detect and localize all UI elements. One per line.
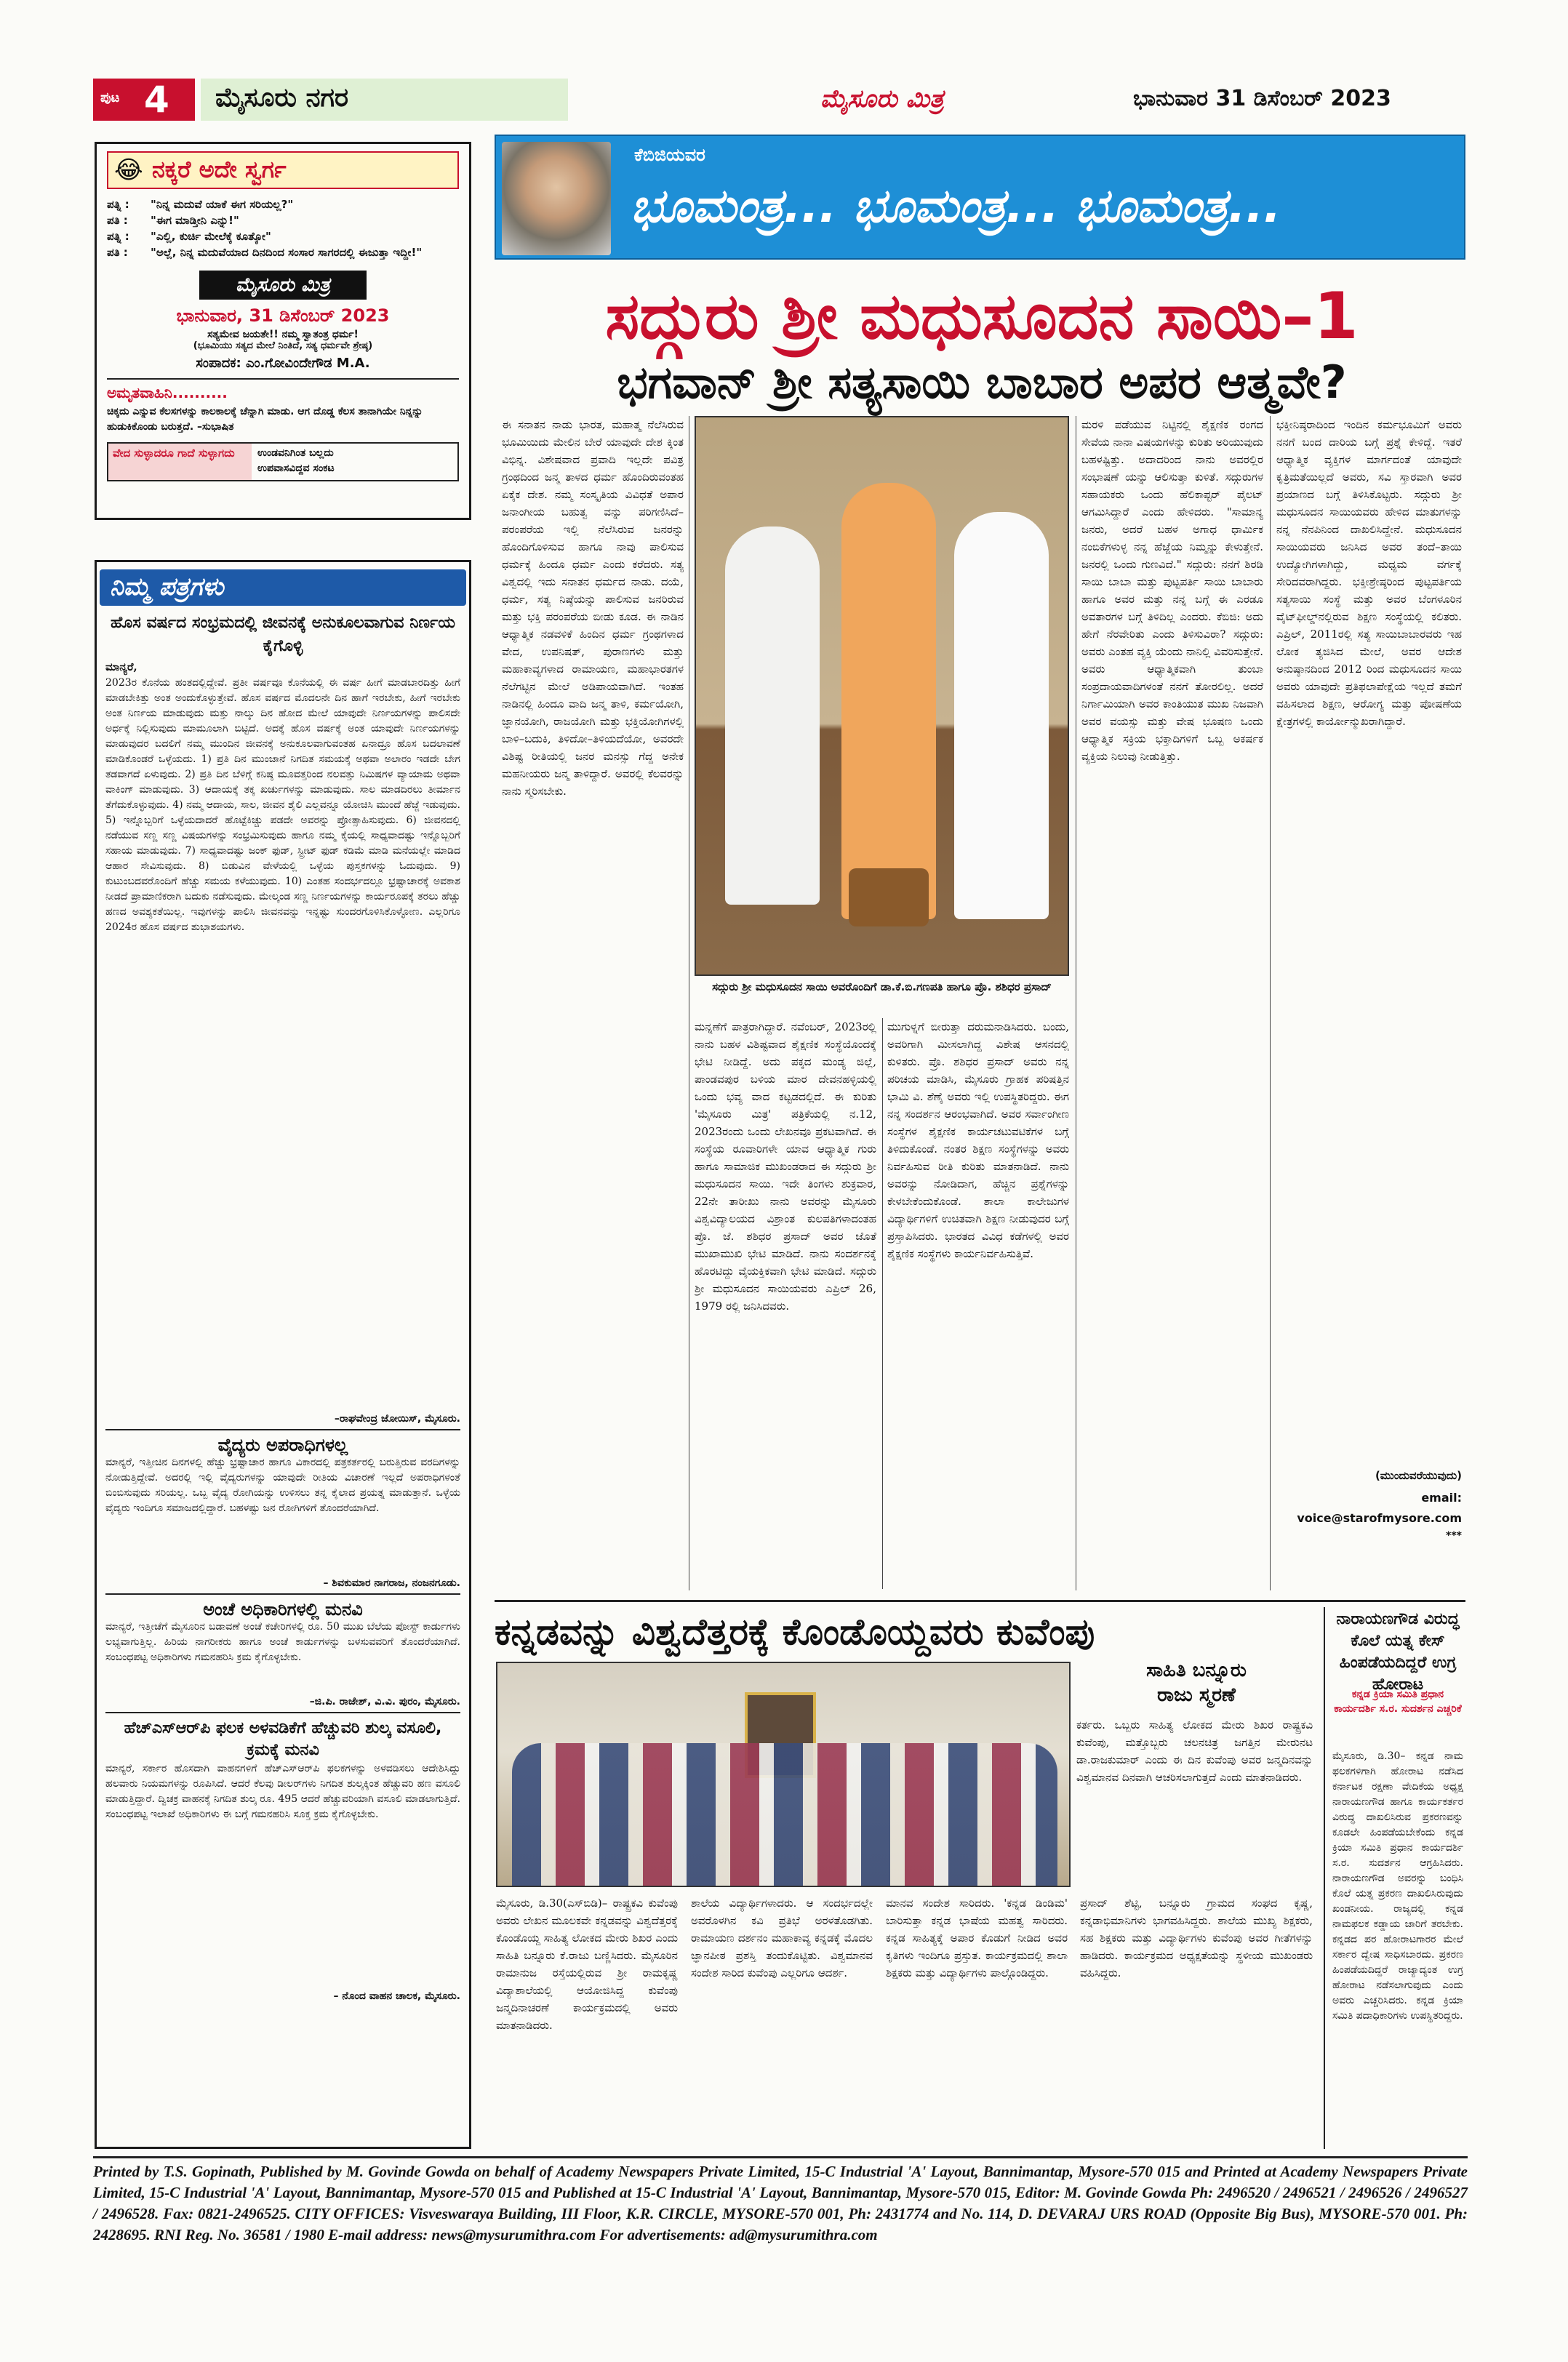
person-left [725,527,820,905]
column-banner [495,135,1465,260]
columnist-photo [502,142,611,255]
main-subheadline: ಭಗವಾನ್ ಶ್ರೀ ಸತ್ಯಸಾಯಿ ಬಾಬಾರ ಅಪರ ಆತ್ಮವೇ? [617,356,1347,409]
column-title: ಭೂಮಂತ್ರ... ಭೂಮಂತ್ರ... ಭೂಮಂತ್ರ... [631,180,1281,233]
kuvempu-photo [496,1662,1071,1887]
section-title: ಮೈಸೂರು ನಗರ [201,79,568,121]
page-label: ಪುಟ [100,90,120,105]
kuvempu-headline: ಕನ್ನಡವನ್ನು ವಿಶ್ವದೆತ್ತರಕ್ಕೆ ಕೊಂಡೊಯ್ದವರು ಕುವೆಂಪು [495,1611,1095,1653]
imprint-footer: Printed by T.S. Gopinath, Published by M. Govinde Gowda on behalf of Academy Newspapers Private Limited, 15-C Industrial 'A' Layout, Bannimantap, Mysore-570 015 and Printed at Academy Newspapers Private Limited, 15-C Industrial 'A' Layout, Bannimantap, Mysore-570 015 and Published at 15-C Industrial 'A' Layout, Bannimantap, Mysore-570 015, Editor: M. Govinde Gowda Ph: 2496520 / 2496521 / 2496526 / 2496527 / 2496528. Fax: 0821-2496525. CITY OFFICES: Visveswaraya Building, III Floor, K.R. CIRCLE, MYSORE-570 001, Ph: 2431774 and No. 114, D. DEVARAJ URS ROAD (Opposite Big Bus), MYSORE-570 001. Ph: 2428695. RNI Reg. No. 36581 / 1980 E-mail address: news@mysurumithra.com For advertisements: ad@mysurumithra.com [93,2163,1468,2243]
joke-line: ಪತ್ನಿ : "ಎಲ್ಲಿ, ಕುರ್ಚಿ ಮೇಲೆಕ್ಕೆ ಕೂತ್ಕೋ" [107,230,271,243]
cushion [849,868,929,926]
article-col-3: ಮುಗುಳ್ನಗೆ ಬೀರುತ್ತಾ ದರುಮನಾಡಿಸಿದರು. ಬಂದು, ಅವರಿಗಾಗಿ ಮೀಸಲಾಗಿದ್ದ ವಿಶೇಷ ಆಸನದಲ್ಲಿ ಕುಳಿತರು. ಪ್ರೊ. ಶಶಿಧರ ಪ್ರಸಾದ್ ಅವರು ನನ್ನ ಪರಿಚಯ ಮಾಡಿಸಿ, ಮೈಸೂರು ಗ್ರಾಹಕ ಪರಿಷತ್ತಿನ ಭಾಮಿ ವಿ. ಶೆಣೈ ಅವರು ಇಲ್ಲಿ ಉಪಸ್ಥಿತರಿದ್ದರು. ಈಗ ನನ್ನ ಸಂದರ್ಶನ ಆರಂಭವಾಗಿದೆ. ಅವರ ಸರ್ವಾಂಗೀಣ ಸಂಸ್ಥೆಗಳ ಶೈಕ್ಷಣಿಕ ಕಾರ್ಯಚಟುವಟಿಕೆಗಳ ಬಗ್ಗೆ ತಿಳಿದುಕೊಂಡೆ. ನಂತರ ಶಿಕ್ಷಣ ಸಂಸ್ಥೆಗಳನ್ನು ಅವರು ನಿರ್ವಹಿಸುವ ರೀತಿ ಕುರಿತು ಮಾತನಾಡಿದೆ. ನಾನು ಅವರನ್ನು ನೋಡಿದಾಗ, ಹೆಚ್ಚಿನ ಪ್ರಶ್ನೆಗಳನ್ನು ಕೇಳಬೇಕೆಂದುಕೊಂಡೆ. ಶಾಲಾ ಕಾಲೇಜುಗಳ ವಿದ್ಯಾರ್ಥಿಗಳಿಗೆ ಉಚಿತವಾಗಿ ಶಿಕ್ಷಣ ನೀಡುವುದರ ಬಗ್ಗೆ ಪ್ರಸ್ತಾಪಿಸಿದರು. ಭಾರತದ ವಿವಿಧ ಕಡೆಗಳಲ್ಲಿ ಅವರ ಶೈಕ್ಷಣಿಕ ಸಂಸ್ಥೆಗಳು ಕಾರ್ಯನಿರ್ವಹಿಸುತ್ತಿವೆ. [887,1020,1069,1260]
letter1-title: ಹೊಸ ವರ್ಷದ ಸಂಭ್ರಮದಲ್ಲಿ ಜೀವನಕ್ಕೆ ಅನುಕೂಲವಾಗುವ ನಿರ್ಣಯ ಕೈಗೊಳ್ಳಿ [111,614,455,655]
kuvempu-col-1: ಮೈಸೂರು, ಡಿ.30(ಎಸ್‌ಬಿಡಿ)– ರಾಷ್ಟ್ರಕವಿ ಕುವೆಂಪು ಅವರು ಲೇಖನ ಮೂಲಕವೇ ಕನ್ನಡವನ್ನು ವಿಶ್ವದೆತ್ತರಕ್ಕೆ ಕೊಂಡೊಯ್ದ ಸಾಹಿತ್ಯ ಲೋಕದ ಮೇರು ಶಿಖರ ಎಂದು ಸಾಹಿತಿ ಬನ್ನೂರು ಕೆ.ರಾಜು ಬಣ್ಣಿಸಿದರು. ಮೈಸೂರಿನ ರಾಮಾನುಜ ರಸ್ತೆಯಲ್ಲಿರುವ ಶ್ರೀ ರಾಮಕೃಷ್ಣ ವಿದ್ಯಾಶಾಲೆಯಲ್ಲಿ ಆಯೋಜಿಸಿದ್ದ ಕುವೆಂಪು ಜನ್ಮದಿನಾಚರಣೆ ಕಾರ್ಯಕ್ರಮದಲ್ಲಿ ಅವರು ಮಾತನಾಡಿದರು. [496,1897,678,2032]
kuvempu-col-2: ಶಾಲೆಯ ವಿದ್ಯಾರ್ಥಿಗಳಾದರು. ಆ ಸಂದರ್ಭದಲ್ಲೇ ಅವರೊಳಗಿನ ಕವಿ ಪ್ರತಿಭೆ ಅರಳತೊಡಗಿತು. ರಾಮಾಯಣ ದರ್ಶನಂ ಮಹಾಕಾವ್ಯ ಕನ್ನಡಕ್ಕೆ ಮೊದಲ ಜ್ಞಾನಪೀಠ ಪ್ರಶಸ್ತಿ ತಂದುಕೊಟ್ಟಿತು. ವಿಶ್ವಮಾನವ ಸಂದೇಶ ಸಾರಿದ ಕುವೆಂಪು ಎಲ್ಲರಿಗೂ ಆದರ್ಶ. [691,1897,873,1979]
letter2-sign: – ಶಿವಕುಮಾರ ನಾಗರಾಜ, ನಂಜನಗೂಡು. [323,1577,460,1589]
letter4-body: ಮಾನ್ಯರೆ, ಸರ್ಕಾರ ಹೊಸದಾಗಿ ವಾಹನಗಳಿಗೆ ಹೆಚ್‌ಎಸ್‌ಆರ್‌ಪಿ ಫಲಕಗಳನ್ನು ಅಳವಡಿಸಲು ಆದೇಶಿಸಿದ್ದು ಹಲವಾರು ನಿಯಮಗಳನ್ನು ರೂಪಿಸಿದೆ. ಆದರೆ ಕೆಲವು ಡೀಲರ್‌ಗಳು ನಿಗದಿತ ಶುಲ್ಕಕ್ಕಿಂತ ಹೆಚ್ಚುವರಿ ಹಣ ವಸೂಲಿ ಮಾಡುತ್ತಿದ್ದಾರೆ. ದ್ವಿಚಕ್ರ ವಾಹನಕ್ಕೆ ನಿಗದಿತ ಶುಲ್ಕ ರೂ. 495 ಆದರೆ ಹೆಚ್ಚುವರಿಯಾಗಿ ವಸೂಲಿ ಮಾಡಲಾಗುತ್ತಿದೆ. ಸಂಬಂಧಪಟ್ಟ ಇಲಾಖೆ ಅಧಿಕಾರಿಗಳು ಈ ಬಗ್ಗೆ ಗಮನಹರಿಸಿ ಸೂಕ್ತ ಕ್ರಮ ಕೈಗೊಳ್ಳಬೇಕು. [105,1763,460,1820]
joke-line: ಪತಿ : "ಈಗ ಮಾಡ್ತೀನಿ ಎನ್ನು!" [107,214,239,227]
column-kicker: ಕೆಬಿಜಿಯವರ [634,145,705,165]
laughing-face-icon: 😂 [114,156,143,185]
article-col-1: ಈ ಸನಾತನ ನಾಡು ಭಾರತ, ಮಹಾತ್ಮ ನೆಲೆಸಿರುವ ಭೂಮಿಯಿದು ಮೇಲಿನ ಬೇರೆ ಯಾವುದೇ ದೇಶ ಕ್ಕಿಂತ ವಿಭಿನ್ನ. ವಿಶೇಷವಾದ ಪ್ರವಾದಿ ಇಲ್ಲದೇ ಪವಿತ್ರ ಗ್ರಂಥದಿಂದ ಜನ್ಮ ತಾಳದ ಧರ್ಮ ಹೊಂದಿರುವಂತಹ ಏಕೈಕ ದೇಶ. ನಮ್ಮ ಸಂಸ್ಕೃತಿಯ ವಿವಿಧತೆ ಅಪಾರ ಜನಾಂಗೀಯ ಬಹುತ್ವ ವನ್ನು ಪರಿಗಣಿಸಿದೆ–ಪರಂಪರೆಯ ಇಲ್ಲಿ ನೆಲೆಸಿರುವ ಜನರನ್ನು ಹೊಂದಿಗೊಳಿಸುವ ಹಾಗೂ ನಾವು ಪಾಲಿಸುವ ಧರ್ಮಕ್ಕೆ ಹಿಂದೂ ಧರ್ಮ ಎಂದು ಕರೆದರು. ಸತ್ಯ ವಿಶ್ವದಲ್ಲಿ ಇದು ಸನಾತನ ಧರ್ಮದ ನಾಡು. ದಯೆ, ಧರ್ಮ, ಸತ್ಯ ನಿಷ್ಠೆಯನ್ನು ಪಾಲಿಸುವ ಜನರಿರುವ ಮತ್ತು ಭಕ್ತಿ ಪರಂಪರೆಯ ಬೀಡು ಕೂಡ. ಈ ನಾಡಿನ ಆಧ್ಯಾತ್ಮಿಕ ನಡವಳಿಕೆ ಹಿಂದಿನ ಧರ್ಮ ಗ್ರಂಥಗಳಾದ ವೇದ, ಉಪನಿಷತ್, ಪುರಾಣಗಳು ಮತ್ತು ಮಹಾಕಾವ್ಯಗಳಾದ ರಾಮಾಯಣ, ಮಹಾಭಾರತಗಳ ನೆಲೆಗಟ್ಟಿನ ಮೇಲೆ ಅಡಿಪಾಯವಾಗಿದೆ. ಇಂತಹ ನಾಡಿನಲ್ಲಿ ಹಿಂದೂ ವಾದಿ ಜನ್ಮ ತಾಳಿ, ಕರ್ಮಯೋಗಿ, ಜ್ಞಾನಯೋಗಿ, ರಾಜಯೋಗಿ ಮತ್ತು ಭಕ್ತಿಯೋಗಿಗಳಲ್ಲಿ ಬಾಳಿ–ಬದುಕಿ, ತಿಳಿದೋ–ತಿಳಿಯದೆಯೋ, ಅವರದೇ ವಿಶಿಷ್ಟ ರೀತಿಯಲ್ಲಿ ಜನರ ಮನಸ್ಸು ಗೆದ್ದ ಅನೇಕ ಮಹನೀಯರು ಜನ್ಮ ತಾಳಿದ್ದಾರೆ. ಅವರಲ್ಲಿ ಕೆಲವರನ್ನು ನಾನು ಸ್ಮರಿಸಬೇಕು. [502,418,684,798]
main-headline: ಸದ್ಗುರು ಶ್ರೀ ಮಧುಸೂದನ ಸಾಯಿ–1 [605,279,1359,353]
narayana-sub: ಕನ್ನಡ ಕ್ರಿಯಾ ಸಮಿತಿ ಪ್ರಧಾನ ಕಾರ್ಯದರ್ಶಿ ಸ.ರ. ಸುದರ್ಶನ ಎಚ್ಚರಿಕೆ [1334,1689,1462,1715]
narayana-body: ಮೈಸೂರು, ಡಿ.30– ಕನ್ನಡ ನಾಮ ಫಲಕಗಳಿಗಾಗಿ ಹೋರಾಟ ನಡೆಸಿದ ಕರ್ನಾಟಕ ರಕ್ಷಣಾ ವೇದಿಕೆಯ ಅಧ್ಯಕ್ಷ ನಾರಾಯಣಗೌಡ ಹಾಗೂ ಕಾರ್ಯಕರ್ತರ ವಿರುದ್ಧ ದಾಖಲಿಸಿರುವ ಪ್ರಕರಣವನ್ನು ಕೂಡಲೇ ಹಿಂಪಡೆಯಬೇಕೆಂದು ಕನ್ನಡ ಕ್ರಿಯಾ ಸಮಿತಿ ಪ್ರಧಾನ ಕಾರ್ಯದರ್ಶಿ ಸ.ರ. ಸುದರ್ಶನ ಆಗ್ರಹಿಸಿದರು. ನಾರಾಯಣಗೌಡ ಅವರನ್ನು ಬಂಧಿಸಿ ಕೊಲೆ ಯತ್ನ ಪ್ರಕರಣ ದಾಖಲಿಸಿರುವುದು ಖಂಡನೀಯ. ರಾಜ್ಯದಲ್ಲಿ ಕನ್ನಡ ನಾಮಫಲಕ ಕಡ್ಡಾಯ ಜಾರಿಗೆ ತರಬೇಕು. ಕನ್ನಡದ ಪರ ಹೋರಾಟಗಾರರ ಮೇಲೆ ಸರ್ಕಾರ ದ್ವೇಷ ಸಾಧಿಸಬಾರದು. ಪ್ರಕರಣ ಹಿಂಪಡೆಯದಿದ್ದರೆ ರಾಜ್ಯಾದ್ಯಂತ ಉಗ್ರ ಹೋರಾಟ ನಡೆಸಲಾಗುವುದು ಎಂದು ಅವರು ಎಚ್ಚರಿಸಿದರು. ಕನ್ನಡ ಕ್ರಿಯಾ ಸಮಿತಿ ಪದಾಧಿಕಾರಿಗಳು ಉಪಸ್ಥಿತರಿದ್ದರು. [1332,1750,1463,2022]
kuvempu-col-4: ಪ್ರಸಾದ್ ಶೆಟ್ಟಿ, ಬನ್ನೂರು ಗ್ರಾಮದ ಸಂಘದ ಕೃಷ್ಣ, ಕನ್ನಡಾಭಿಮಾನಿಗಳು ಭಾಗವಹಿಸಿದ್ದರು. ಶಾಲೆಯ ಮುಖ್ಯ ಶಿಕ್ಷಕರು, ಸಹ ಶಿಕ್ಷಕರು ಮತ್ತು ವಿದ್ಯಾರ್ಥಿಗಳು ಕುವೆಂಪು ಅವರ ಗೀತೆಗಳನ್ನು ಹಾಡಿದರು. ಕಾರ್ಯಕ್ರಮದ ಅಧ್ಯಕ್ಷತೆಯನ್ನು ಸ್ಥಳೀಯ ಮುಖಂಡರು ವಹಿಸಿದ್ದರು. [1080,1897,1313,1979]
joke-box [95,142,471,520]
letters-section [95,560,471,2149]
kuvempu-byline-1: ಸಾಹಿತಿ ಬನ್ನೂರು [1146,1660,1247,1681]
page-header [93,79,1468,122]
header-date: ಭಾನುವಾರ 31 ಡಿಸೆಂಬರ್ 2023 [1133,86,1391,111]
narayana-headline: ನಾರಾಯಣಗೌಡ ವಿರುದ್ಧ ಕೊಲೆ ಯತ್ನ ಕೇಸ್ ಹಿಂಪಡೆಯದಿದ್ದರೆ ಉಗ್ರ ಹೋರಾಟ [1336,1610,1460,1694]
letter2-body: ಮಾನ್ಯರೆ, ಇತ್ತೀಚಿನ ದಿನಗಳಲ್ಲಿ ಹೆಚ್ಚು ಭ್ರಷ್ಟಾಚಾರ ಹಾಗೂ ವಿಕಾರದಲ್ಲಿ ಪತ್ರಕರ್ತರಲ್ಲಿ ಬರುತ್ತಿರುವ ವರದಿಗಳನ್ನು ನೋಡುತ್ತಿದ್ದೇವೆ. ಅದರಲ್ಲಿ ಇಲ್ಲಿ ವೈದ್ಯರುಗಳನ್ನು ಯಾವುದೇ ರೀತಿಯ ವಿಚಾರಣೆ ಇಲ್ಲದೆ ಅಪರಾಧಿಗಳಂತೆ ಬಿಂಬಿಸುವುದು ಸರಿಯಲ್ಲ. ಒಬ್ಬ ವೈದ್ಯ ರೋಗಿಯನ್ನು ಉಳಿಸಲು ತನ್ನ ಕೈಲಾದ ಪ್ರಯತ್ನ ಮಾಡುತ್ತಾನೆ. ಒಳ್ಳೆಯ ವೈದ್ಯರು ಇಂದಿಗೂ ಸಮಾಜದಲ್ಲಿದ್ದಾರೆ. ಬಹಳಷ್ಟು ಜನ ರೋಗಿಗಳಿಗೆ ತೊಂದರೆಯಾಗಿದೆ. [105,1457,460,1514]
amruta-text: ಚಿಕ್ಕದು ಎನ್ನುವ ಕೆಲಸಗಳನ್ನು ಕಾಲಕಾಲಕ್ಕೆ ಚೆನ್ನಾಗಿ ಮಾಡು. ಆಗ ದೊಡ್ಡ ಕೆಲಸ ತಾನಾಗಿಯೇ ನಿನ್ನನ್ನು ಹುಡುಕಿಕೊಂಡು ಬರುತ್ತದೆ. –ಸುಭಾಷಿತ [107,406,423,433]
kuvempu-byline-2: ರಾಜು ಸ್ಮರಣೆ [1157,1684,1236,1706]
email-label: email: [1421,1491,1462,1505]
motto-1: ಸತ್ಯಮೇವ ಜಯತೇ!! ನಮ್ಮ ಸ್ವಾತಂತ್ರ ಧರ್ಮ! [207,329,359,340]
letter3-sign: –ಜಿ.ಪಿ. ರಾಜೇಶ್, ವಿ.ವಿ. ಪುರಂ, ಮೈಸೂರು. [309,1696,460,1708]
email-address[interactable]: voice@starofmysore.com [1297,1511,1462,1525]
group-of-people [512,1743,1057,1887]
joke-lines [107,196,459,260]
letter1-salutation: ಮಾನ್ಯರೆ, [105,660,137,673]
continued-note: (ಮುಂದುವರೆಯುವುದು) [1375,1469,1462,1482]
masthead: ಮೈಸೂರು ಮಿತ್ರ [820,84,944,113]
letter3-title: ಅಂಚೆ ಅಧಿಕಾರಿಗಳಲ್ಲಿ ಮನವಿ [203,1599,363,1620]
article-photo [695,416,1069,976]
letter4-sign: – ನೊಂದ ವಾಹನ ಚಾಲಕ, ಮೈಸೂರು. [333,1990,460,2002]
page-number-badge [93,79,195,121]
letter3-body: ಮಾನ್ಯರೆ, ಇತ್ತೀಚೆಗೆ ಮೈಸೂರಿನ ಬಡಾವಣೆ ಅಂಚೆ ಕಚೇರಿಗಳಲ್ಲಿ ರೂ. 50 ಮುಖ ಬೆಲೆಯ ಪೋಸ್ಟ್ ಕಾರ್ಡುಗಳು ಲಭ್ಯವಾಗುತ್ತಿಲ್ಲ. ಹಿರಿಯ ನಾಗರೀಕರು ಹಾಗೂ ಅಂಚೆ ಕಾರ್ಡುಗಳನ್ನು ಬಳಸುವವರಿಗೆ ತೊಂದರೆಯಾಗಿದೆ. ಸಂಬಂಧಪಟ್ಟ ಅಧಿಕಾರಿಗಳು ಗಮನಹರಿಸಿ ಕ್ರಮ ಕೈಗೊಳ್ಳಬೇಕು. [105,1621,460,1663]
person-center [841,483,936,919]
article-col-2-visible: ಮನ್ನಣೆಗೆ ಪಾತ್ರರಾಗಿದ್ದಾರೆ. ನವೆಂಬರ್, 2023ರಲ್ಲಿ ನಾನು ಬಹಳ ವಿಶಿಷ್ಟವಾದ ಶೈಕ್ಷಣಿಕ ಸಂಸ್ಥೆಯೊಂದಕ್ಕೆ ಭೇಟಿ ನೀಡಿದ್ದೆ. ಅದು ಪಕ್ಕದ ಮಂಡ್ಯ ಜಿಲ್ಲೆ, ಪಾಂಡವಪುರ ಬಳಿಯ ಮಾರ ದೇವನಹಳ್ಳಿಯಲ್ಲಿ ಒಂದು ಭವ್ಯ ವಾದ ಕಟ್ಟಡದಲ್ಲಿದೆ. ಈ ಕುರಿತು 'ಮೈಸೂರು ಮಿತ್ರ' ಪತ್ರಿಕೆಯಲ್ಲಿ ನ.12, 2023ರಂದು ಒಂದು ಲೇಖನವೂ ಪ್ರಕಟವಾಗಿದೆ. ಈ ಸಂಸ್ಥೆಯ ರೂವಾರಿಗಳೇ ಯಾವ ಆಧ್ಯಾತ್ಮಿಕ ಗುರು ಹಾಗೂ ಸಾಮಾಜಿಕ ಮುಖಂಡರಾದ ಈ ಸದ್ಗುರು ಶ್ರೀ ಮಧುಸೂದನ ಸಾಯಿ. ಇದೇ ತಿಂಗಳು ಶುಕ್ರವಾರ, 22ನೇ ತಾರೀಖು ನಾನು ಅವರನ್ನು ಮೈಸೂರು ವಿಶ್ವವಿದ್ಯಾಲಯದ ವಿಶ್ರಾಂತ ಕುಲಪತಿಗಳಾದಂತಹ ಪ್ರೊ. ಜೆ. ಶಶಿಧರ ಪ್ರಸಾದ್ ಅವರ ಜೊತೆ ಮುಖಾಮುಖಿ ಭೇಟಿ ಮಾಡಿದೆ. ನಾನು ಸಂದರ್ಶನಕ್ಕೆ ಹೊರಟಿದ್ದು ವೈಯಕ್ತಿಕವಾಗಿ ಭೇಟಿ ಮಾಡಿದೆ. ಸದ್ಗುರು ಶ್ರೀ ಮಧುಸೂದನ ಸಾಯಿಯವರು ಎಪ್ರಿಲ್ 26, 1979 ರಲ್ಲಿ ಜನಿಸಿದವರು. [695,1020,876,1313]
veda-box: ವೇದ ಸುಳ್ಳಾದರೂ ಗಾದೆ ಸುಳ್ಳಾಗದು ಉಂಡವನಿಗಿಂತ ಬಲ್ಲದು ಉಪವಾಸವಿದ್ದವ ಸಂಕಟ [107,442,459,481]
editor-line: ಸಂಪಾದಕ: ಎಂ.ಗೋವಿಂದೇಗೌಡ M.A. [196,356,370,371]
letters-header: ನಿಮ್ಮ ಪತ್ರಗಳು [100,569,466,606]
amruta-title: ಅಮೃತವಾಹಿನಿ.......... [107,384,228,401]
page-number: 4 [144,79,169,121]
letter1-sign: –ರಾಘವೇಂದ್ರ ಜೋಯಿಸ್, ಮೈಸೂರು. [334,1413,460,1425]
person-right [954,512,1049,919]
letter2-title: ವೈದ್ಯರು ಅಪರಾಧಿಗಳಲ್ಲ [217,1435,348,1455]
joke-line: ಪತ್ನಿ : "ನಿನ್ನ ಮದುವೆ ಯಾಕೆ ಈಗ ಸರಿಯಲ್ಲ?" [107,198,294,211]
article-col-4: ಮರಳಿ ಪಡೆಯುವ ನಿಟ್ಟಿನಲ್ಲಿ ಶೈಕ್ಷಣಿಕ ರಂಗದ ಸೇವೆಯ ನಾನಾ ವಿಷಯಗಳನ್ನು ಕುರಿತು ಅರಿಯುವುದು ಬಹಳಷ್ಟಿತ್ತು. ಅದಾದರಿಂದ ನಾನು ಅವರಲ್ಲಿರ ಸಂಭಾಷಣೆ ಯನ್ನು ಆಲಿಸುತ್ತಾ ಕುಳಿತೆ. ಸದ್ಗುರುಗಳ ಸಹಾಯಕರು ಒಂದು ಹೆಲಿಕಾಪ್ಟರ್ ಪೈಲಟ್ ಆಗಮಿಸಿದ್ದಾರೆ ಎಂದು ಹೇಳಿದರು. "ಸಾಮಾನ್ಯ ಜನರು, ಅದರೆ ಬಹಳ ಅಗಾಧ ಧಾರ್ಮಿಕ ನಂಬಿಕೆಗಳುಳ್ಳ ನನ್ನ ಹೆಜ್ಜೆಯ ನಿಮ್ಮನ್ನು ಕೇಳುತ್ತೇನೆ. ಜನರಲ್ಲಿ ಒಂದು ಗುಣವಿದೆ." ಸದ್ಗುರು: ನನಗೆ ಶಿರಡಿ ಸಾಯಿ ಬಾಬಾ ಮತ್ತು ಪುಟ್ಟಪರ್ತಿ ಸಾಯಿ ಬಾಬಾರು ಹಾಗೂ ಅವರ ಮತ್ತು ನನ್ನ ಬಗ್ಗೆ ಈ ಎರಡೂ ಅವತಾರಗಳ ಬಗ್ಗೆ ತಿಳಿದಿಲ್ಲ ಎಂದರು. ಕೆಬಿಜಿ: ಅದು ಹೇಗೆ ನೆರವೇರಿತು ಎಂದು ತಿಳಿಸುವಿರಾ? ಸದ್ಗುರು: ಅವರು ಎಂತಹ ವ್ಯಕ್ತಿ ಯೆಂದು ನಾನಿಲ್ಲಿ ವಿವರಿಸುತ್ತೇನೆ. ಅವರು ಆಧ್ಯಾತ್ಮಿಕವಾಗಿ ತುಂಬಾ ಸಂಪ್ರದಾಯವಾದಿಗಳಂತೆ ನನಗೆ ತೋರಲಿಲ್ಲ. ಅದರೆ ನಿರ್ಗಾಮಿಯಾಗಿ ಅವರ ಕಾಂತಿಯುತ ಮುಖ ನಿಜವಾಗಿ ಅವರ ವಯಸ್ಸು ಮತ್ತು ವೇಷ ಭೂಷಣ ಒಂದು ಆಧ್ಯಾತ್ಮಿಕ ಸಕ್ರಿಯ ಭಕ್ತಾದಿಗಳಿಗೆ ಒಬ್ಬ ಅಕರ್ಷಕ ವ್ಯಕ್ತಿಯ ನಿಲುವು ನೀಡುತ್ತಿತ್ತು. [1081,418,1263,763]
kuvempu-right-text: ಕರ್ತರು. ಒಬ್ಬರು ಸಾಹಿತ್ಯ ಲೋಕದ ಮೇರು ಶಿಖರ ರಾಷ್ಟ್ರಕವಿ ಕುವೆಂಪು, ಮತ್ತೊಬ್ಬರು ಚಲನಚಿತ್ರ ಜಗತ್ತಿನ ಮೇರುನಟ ಡಾ.ರಾಜಕುಮಾರ್ ಎಂದು ಈ ದಿನ ಕುವೆಂಪು ಅವರ ಜನ್ಮದಿನವನ್ನು ವಿಶ್ವಮಾನವ ದಿನವಾಗಿ ಆಚರಿಸಲಾಗುತ್ತದೆ ಎಂದು ಮಾತನಾಡಿದರು. [1076,1718,1313,1784]
joke-title-bar: 😂 ನಕ್ಕರೆ ಅದೇ ಸ್ವರ್ಗ [107,151,459,189]
article-col-5: ಭಕ್ತೀನಿಷ್ಠರಾದಿಂದ ಇಂದಿನ ಕರ್ಮಭೂಮಿಗೆ ಅವರು ನನಗೆ ಬಂದ ದಾರಿಯ ಬಗ್ಗೆ ಪ್ರಶ್ನೆ ಕೇಳಿದ್ದೆ. ಇತರೆ ಆಧ್ಯಾತ್ಮಿಕ ವ್ಯಕ್ತಿಗಳ ಮಾರ್ಗದಂತೆ ಯಾವುದೇ ಕೃತ್ರಿಮತೆಯಿಲ್ಲದೆ ಅವರು, ಸವಿ ಸ್ತಾರವಾಗಿ ಅವರ ಪ್ರಯಾಣದ ಬಗ್ಗೆ ತಿಳಿಸಿಕೊಟ್ಟರು. ಸದ್ಗುರು ಶ್ರೀ ಮಧುಸೂದನ ಸಾಯಿಯವರು ಹೇಳಿದ ಮಾತುಗಳನ್ನು ನನ್ನ ನೆನಪಿನಿಂದ ದಾಖಲಿಸಿದ್ದೇನೆ. ಮಧುಸೂದನ ಸಾಯಿಯವರು ಜನಿಸಿದ ಅವರ ತಂದೆ–ತಾಯಿ ಉದ್ಯೋಗಿಗಳಾಗಿದ್ದು, ಮಧ್ಯಮ ವರ್ಗಕ್ಕೆ ಸೇರಿದವರಾಗಿದ್ದರು. ಭಕ್ತೀಶ್ರೇಷ್ಠರಿಂದ ಪುಟ್ಟಪರ್ತಿಯ ಸತ್ಯಸಾಯಿ ಸಂಸ್ಥೆ ಮತ್ತು ಅವರ ಬೆಂಗಳೂರಿನ ವೈಟ್‌ಫೀಲ್ಡ್‌ನಲ್ಲಿರುವ ಶಿಕ್ಷಣ ಸಂಸ್ಥೆಯಲ್ಲಿ ಕಲಿತರು. ಎಪ್ರಿಲ್, 2011ರಲ್ಲಿ ಸತ್ಯ ಸಾಯಿಬಾಬಾರವರು ಇಹ ಲೋಕ ತ್ಯಜಿಸಿದ ಮೇಲೆ, ಅವರ ಆದೇಶ ಅನುಷ್ಠಾನದಿಂದ 2012 ರಿಂದ ಮಧುಸೂದನ ಸಾಯಿ ಅವರು ಯಾವುದೇ ಪ್ರತಿಫಲಾಪೇಕ್ಷೆಯ ಇಲ್ಲದೆ ತಮಗೆ ವಹಿಸಲಾದ ಶಿಕ್ಷಣ, ಆರೋಗ್ಯ ಮತ್ತು ಪೋಷಣೆಯ ಕ್ಷೇತ್ರಗಳಲ್ಲಿ ಕಾರ್ಯೋನ್ಮುಖರಾಗಿದ್ದಾರೆ. [1276,418,1462,728]
kuvempu-col-3: ಮಾನವ ಸಂದೇಶ ಸಾರಿದರು. 'ಕನ್ನಡ ಡಿಂಡಿಮ' ಬಾರಿಸುತ್ತಾ ಕನ್ನಡ ಭಾಷೆಯ ಮಹತ್ವ ಸಾರಿದರು. ಕನ್ನಡ ಸಾಹಿತ್ಯಕ್ಕೆ ಅಪಾರ ಕೊಡುಗೆ ನೀಡಿದ ಅವರ ಕೃತಿಗಳು ಇಂದಿಗೂ ಪ್ರಸ್ತುತ. ಕಾರ್ಯಕ್ರಮದಲ್ಲಿ ಶಾಲಾ ಶಿಕ್ಷಕರು ಮತ್ತು ವಿದ್ಯಾರ್ಥಿಗಳು ಪಾಲ್ಗೊಂಡಿದ್ದರು. [886,1897,1068,1979]
photo-caption: ಸದ್ಗುರು ಶ್ರೀ ಮಧುಸೂದನ ಸಾಯಿ ಅವರೊಂದಿಗೆ ಡಾ.ಕೆ.ಬಿ.ಗಣಪತಿ ಹಾಗೂ ಪ್ರೊ. ಶಶಿಧರ ಪ್ರಸಾದ್ [712,980,1052,993]
mini-masthead: ಮೈಸೂರು ಮಿತ್ರ [199,271,367,300]
end-stars: *** [1446,1530,1462,1542]
motto-2: (ಭೂಮಿಯು ಸತ್ಯದ ಮೇಲೆ ನಿಂತಿದೆ, ಸತ್ಯ ಧರ್ಮವೇ ಶ್ರೇಷ್ಠ) [193,340,373,351]
mini-date: ಭಾನುವಾರ, 31 ಡಿಸೆಂಬರ್ 2023 [176,305,390,326]
joke-line: ಪತಿ : "ಅಲ್ಲೆ, ನಿನ್ನ ಮದುವೆಯಾದ ದಿನದಿಂದ ಸಂಸಾರ ಸಾಗರದಲ್ಲಿ ಈಜುತ್ತಾ ಇದ್ದೀ!" [107,246,423,259]
letter1-body: 2023ರ ಕೊನೆಯ ಹಂತದಲ್ಲಿದ್ದೇವೆ. ಪ್ರತೀ ವರ್ಷವೂ ಕೊನೆಯಲ್ಲಿ ಈ ವರ್ಷ ಹೀಗೆ ಮಾಡಬಾರದಿತ್ತು ಹೀಗೆ ಮಾಡಬೇಕಿತ್ತು ಅಂತ ಅಂದುಕೊಳ್ಳುತ್ತೇವೆ. ಹೊಸ ವರ್ಷದ ಮೊದಲನೇ ದಿನ ಹಾಗೆ ಇರಬೇಕು, ಹೀಗೆ ಇರಬೇಕು ಅಂತ ನಿರ್ಣಯ ಮಾಡುವುದು ಮತ್ತು ನಾಲ್ಕು ದಿನ ಹೋದ ಮೇಲೆ ಯಾವುದೇ ನಿರ್ಣಯಗಳನ್ನು ಪಾಲಿಸದೇ ಅರ್ಧಕ್ಕೆ ನಿಲ್ಲಿಸುವುದು ಮಾಮೂಲಾಗಿ ಬಿಟ್ಟಿದೆ. ಅದಕ್ಕೆ ಹೊಸ ವರ್ಷಕ್ಕೆ ಅಂತ ಯಾವುದೇ ನಿರ್ಣಯಗಳನ್ನು ಮಾಡುವುದರ ಬದಲಿಗೆ ನಮ್ಮ ಮುಂದಿನ ಜೀವನಕ್ಕೆ ಅನುಕೂಲವಾಗುವಂತಹ ಏನಾದ್ರೂ ಹೊಸ ಬದಲಾವಣೆ ಮಾಡಿಕೊಂಡರೆ ಒಳ್ಳೆಯದು. 1) ಪ್ರತಿ ದಿನ ಮುಂಜಾನೆ ನಿಗದಿತ ಸಮಯಕ್ಕೆ ಅಥವಾ ಅಲಾರಂ ಇಡದೇ ಬೇಗ ತಡವಾಗದೆ ಏಳುವುದು. 2) ಪ್ರತಿ ದಿನ ಬೆಳಿಗ್ಗೆ ಕನಿಷ್ಠ ಮೂವತ್ತರಿಂದ ನಲವತ್ತು ನಿಮಿಷಗಳ ವ್ಯಾಯಾಮ ಅಥವಾ ವಾಕಿಂಗ್ ಮಾಡುವುದು. 3) ಆದಾಯಕ್ಕೆ ತಕ್ಕ ಖರ್ಚುಗಳನ್ನು ಮಾಡುವುದು. ಸಾಲ ಮಾಡದಿರಲು ತೀರ್ಮಾನ ತೆಗೆದುಕೊಳ್ಳುವುದು. 4) ನಮ್ಮ ಆದಾಯ, ಸಾಲ, ಜೀವನ ಶೈಲಿ ಎಲ್ಲವನ್ನೂ ಯೋಚಿಸಿ ಮುಂದೆ ಹೆಜ್ಜೆ ಇಡುವುದು. 5) ಇನ್ನೊಬ್ಬರಿಗೆ ಒಳ್ಳೆಯದಾದರೆ ಹೊಟ್ಟೆಕಿಚ್ಚು ಪಡದೇ ಅವರನ್ನು ಪ್ರೋತ್ಸಾಹಿಸುವುದು. 6) ಜೀವನದಲ್ಲಿ ನಡೆಯುವ ಸಣ್ಣ ಸಣ್ಣ ವಿಷಯಗಳನ್ನು ಸಂಭ್ರಮಿಸುವುದು ಹಾಗೂ ನಮ್ಮ ಕೈಯಲ್ಲಿ ಸಾಧ್ಯವಾದಷ್ಟು ಇನ್ನೊಬ್ಬರಿಗೆ ಸಹಾಯ ಮಾಡುವುದು. 7) ಸಾಧ್ಯವಾದಷ್ಟು ಜಂಕ್ ಫುಡ್, ಸ್ಟ್ರೀಟ್ ಫುಡ್ ಕಡಿಮೆ ಮಾಡಿ ಮನೆಯಲ್ಲೇ ಮಾಡಿದ ಆಹಾರ ಸೇವಿಸುವುದು. 8) ಬಿಡುವಿನ ವೇಳೆಯಲ್ಲಿ ಒಳ್ಳೆಯ ಪುಸ್ತಕಗಳನ್ನು ಓದುವುದು. 9) ಕುಟುಂಬದವರೊಂದಿಗೆ ಹೆಚ್ಚು ಸಮಯ ಕಳೆಯುವುದು. 10) ಎಂತಹ ಸಂದರ್ಭದಲ್ಲೂ ಭ್ರಷ್ಟಾಚಾರಕ್ಕೆ ಅವಕಾಶ ನೀಡದೆ ಪ್ರಾಮಾಣಿಕರಾಗಿ ಬದುಕು ನಡೆಸುವುದು. ಮೇಲ್ಕಂಡ ಸಣ್ಣ ನಿರ್ಣಯಗಳನ್ನು ಕಾರ್ಯರೂಪಕ್ಕೆ ತರಲು ಹೆಚ್ಚು ಹಣದ ಅವಶ್ಯಕತೆಯಿಲ್ಲ. ಇವುಗಳನ್ನು ಪಾಲಿಸಿ ಜೀವನವನ್ನು ಇನ್ನಷ್ಟು ಸುಂದರಗೊಳಿಸಿಕೊಳ್ಳೋಣ. ಎಲ್ಲರಿಗೂ 2024ರ ಹೊಸ ವರ್ಷದ ಶುಭಾಶಯಗಳು. [105,677,460,933]
letter4-title: ಹೆಚ್‌ಎಸ್‌ಆರ್‌ಪಿ ಫಲಕ ಅಳವಡಿಕೆಗೆ ಹೆಚ್ಚುವರಿ ಶುಲ್ಕ ವಸೂಲಿ, ಕ್ರಮಕ್ಕೆ ಮನವಿ [124,1719,442,1759]
